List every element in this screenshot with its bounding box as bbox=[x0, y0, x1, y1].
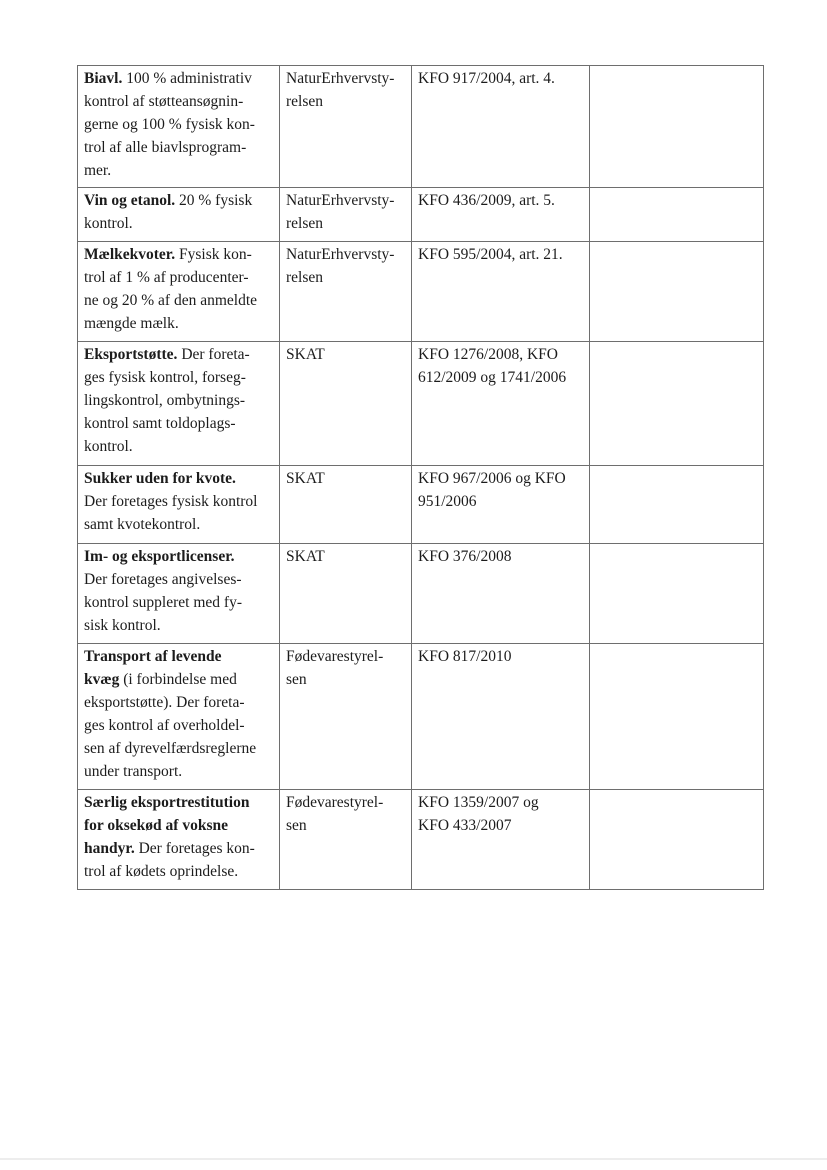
control-description: Der foretages angivelses- kontrol suppleret med fy- sisk kontrol. bbox=[84, 571, 242, 634]
control-description: Der foretages kon- trol af kødets oprindelse. bbox=[84, 840, 255, 880]
control-description-cell bbox=[78, 66, 280, 188]
control-description-cell bbox=[78, 188, 280, 242]
empty-cell bbox=[590, 466, 764, 544]
regulation-cell: KFO 967/2006 og KFO 951/2006 bbox=[412, 466, 590, 544]
control-description-cell bbox=[78, 644, 280, 790]
regulation-cell: KFO 436/2009, art. 5. bbox=[412, 188, 590, 242]
regulation-cell: KFO 376/2008 bbox=[412, 544, 590, 644]
control-description-cell bbox=[78, 466, 280, 544]
empty-cell bbox=[590, 544, 764, 644]
empty-cell bbox=[590, 342, 764, 466]
authority-cell: SKAT bbox=[280, 342, 412, 466]
control-description: Fysisk kon- trol af 1 % af producenter- ne og 20 % af den anmeldte mængde mælk. bbox=[84, 246, 258, 332]
control-description-cell bbox=[78, 342, 280, 466]
regulation-cell: KFO 595/2004, art. 21. bbox=[412, 242, 590, 342]
control-description: 100 % administrativ kontrol af støtteansøgnin- gerne og 100 % fysisk kon- trol af alle biavlsprogram- mer. bbox=[84, 70, 255, 179]
control-title: Im- og eksportlicenser. bbox=[84, 548, 235, 565]
control-title: Eksportstøtte. bbox=[84, 346, 178, 363]
empty-cell bbox=[590, 66, 764, 188]
table-row bbox=[78, 466, 764, 544]
empty-cell bbox=[590, 644, 764, 790]
control-title: Særlig eksportrestitution for oksekød af voksne handyr. bbox=[84, 794, 250, 857]
authority-cell: SKAT bbox=[280, 466, 412, 544]
control-title: Sukker uden for kvote. bbox=[84, 470, 236, 487]
table-row bbox=[78, 544, 764, 644]
authority-cell: Fødevarestyrel- sen bbox=[280, 644, 412, 790]
regulation-cell: KFO 1276/2008, KFO 612/2009 og 1741/2006 bbox=[412, 342, 590, 466]
regulation-cell: KFO 917/2004, art. 4. bbox=[412, 66, 590, 188]
control-title: Vin og etanol. bbox=[84, 192, 176, 209]
table-row bbox=[78, 188, 764, 242]
table-row bbox=[78, 242, 764, 342]
empty-cell bbox=[590, 790, 764, 890]
authority-cell: NaturErhvervsty- relsen bbox=[280, 188, 412, 242]
control-description: Der foretages fysisk kontrol samt kvotekontrol. bbox=[84, 493, 258, 533]
regulation-cell: KFO 1359/2007 og KFO 433/2007 bbox=[412, 790, 590, 890]
empty-cell bbox=[590, 188, 764, 242]
authority-cell: SKAT bbox=[280, 544, 412, 644]
scan-edge-line bbox=[0, 1158, 827, 1160]
control-title: Transport af levende kvæg bbox=[84, 648, 222, 688]
table-row bbox=[78, 342, 764, 466]
authority-cell: NaturErhvervsty- relsen bbox=[280, 66, 412, 188]
authority-cell: Fødevarestyrel- sen bbox=[280, 790, 412, 890]
table-row bbox=[78, 790, 764, 890]
control-description-cell bbox=[78, 544, 280, 644]
regulation-cell: KFO 817/2010 bbox=[412, 644, 590, 790]
control-table bbox=[77, 65, 764, 890]
control-description-cell bbox=[78, 790, 280, 890]
control-description: Der foreta- ges fysisk kontrol, forseg- lingskontrol, ombytnings- kontrol samt toldoplags- kontrol. bbox=[84, 346, 250, 455]
empty-cell bbox=[590, 242, 764, 342]
table-row bbox=[78, 644, 764, 790]
table-row bbox=[78, 66, 764, 188]
control-description: (i forbindelse med eksportstøtte). Der foreta- ges kontrol af overholdel- sen af dyrevelfærdsreglerne under transport. bbox=[84, 671, 257, 780]
control-title: Biavl. bbox=[84, 70, 123, 87]
control-title: Mælkekvoter. bbox=[84, 246, 176, 263]
control-description: 20 % fysisk kontrol. bbox=[84, 192, 253, 232]
authority-cell: NaturErhvervsty- relsen bbox=[280, 242, 412, 342]
control-description-cell bbox=[78, 242, 280, 342]
